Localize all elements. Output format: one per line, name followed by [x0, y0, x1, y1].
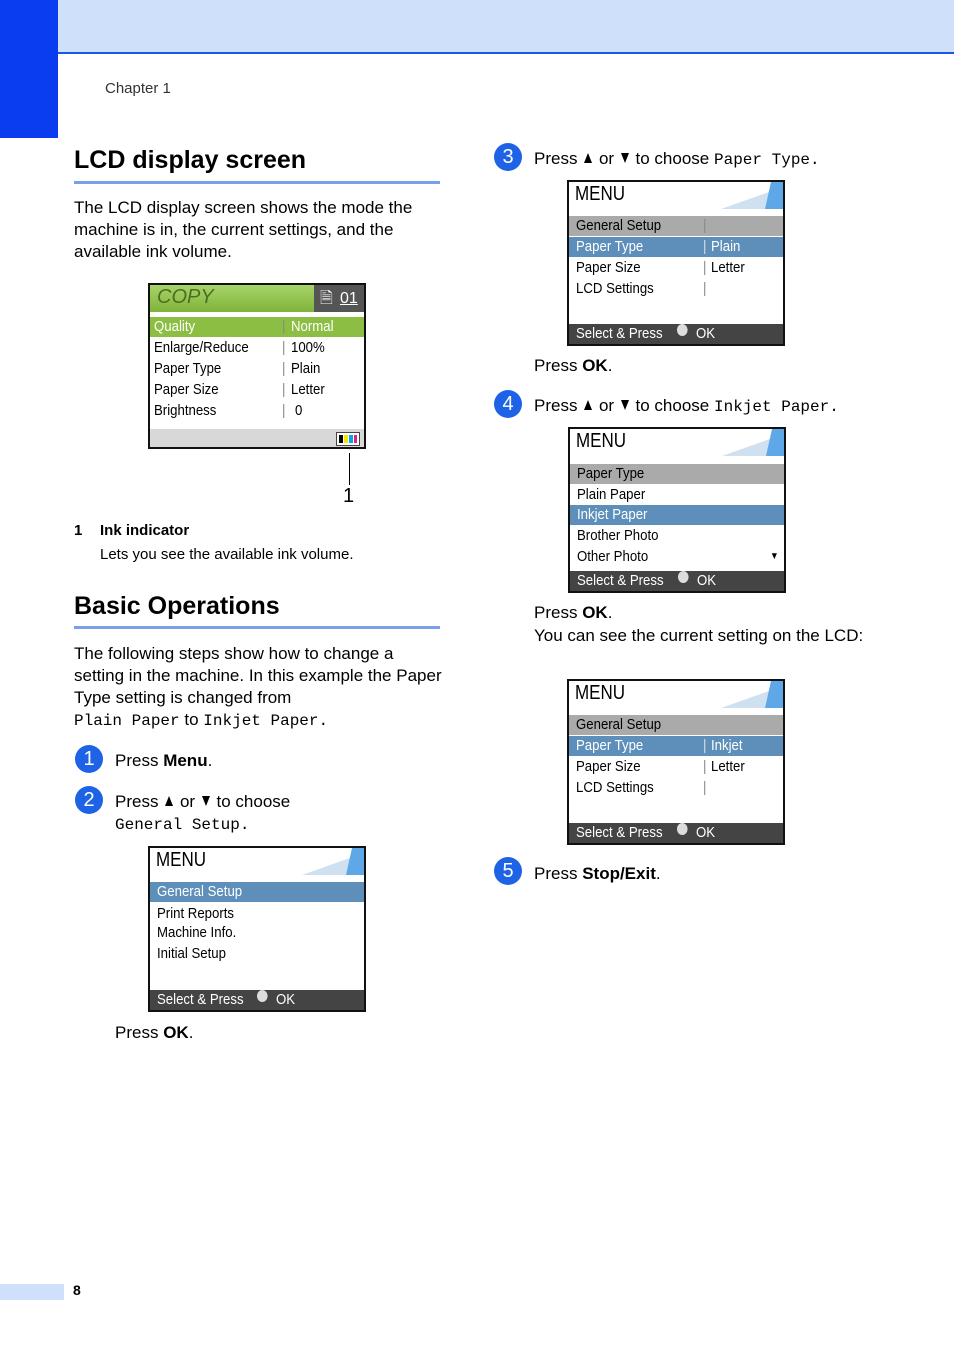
lcd-row: [150, 923, 364, 943]
step-text: .: [188, 1023, 194, 1042]
footer-label: Select & Press: [576, 325, 663, 342]
callout-number: 1: [343, 485, 355, 507]
lcd-menu-title: MENU: [156, 849, 207, 871]
row-separator: |: [703, 259, 707, 276]
row-separator: |: [282, 381, 286, 398]
row-label: Paper Size: [576, 259, 641, 276]
step-key: OK: [163, 1023, 189, 1042]
row-value: Inkjet: [711, 737, 743, 754]
swoosh-icon: [294, 848, 364, 875]
step-text: Press: [115, 751, 164, 770]
down-arrow-icon: [202, 796, 210, 806]
copy-mode-label: COPY: [157, 286, 214, 308]
step-text: Press: [534, 603, 583, 622]
step-text: Press: [534, 356, 583, 375]
lcd-row: [150, 944, 364, 964]
lcd-menu-options: [568, 427, 786, 593]
lcd-row-selected: [569, 736, 783, 756]
lcd-menu-title: MENU: [575, 682, 626, 704]
row-label: Brightness: [154, 402, 217, 419]
row-separator: |: [703, 238, 707, 255]
lcd-row-selected: [569, 237, 783, 257]
step-text: or: [179, 792, 196, 811]
menu-item: Other Photo: [577, 548, 649, 565]
row-separator: |: [282, 360, 286, 377]
step-2-text: [115, 791, 290, 813]
footer-label: Select & Press: [577, 572, 664, 589]
copy-row-quality: [150, 317, 364, 337]
legend-title: Ink indicator: [100, 522, 190, 539]
ok-dot-icon: [677, 324, 688, 336]
legend-desc: Lets you see the available ink volume.: [100, 546, 354, 563]
up-arrow-icon: [165, 796, 173, 806]
scroll-down-icon: ▼: [770, 551, 779, 562]
lcd-menu-general: [148, 846, 366, 1012]
step-text: .: [655, 864, 661, 883]
row-value: Plain: [711, 238, 741, 255]
row-value: Letter: [291, 381, 325, 398]
menu-group: General Setup: [576, 716, 662, 733]
lcd-row: [569, 258, 783, 278]
copy-row-papersize: [150, 380, 364, 400]
section-heading-lcd: LCD display screen: [74, 146, 307, 174]
ink-indicator-icon: [336, 432, 360, 446]
lcd-group-row: [569, 715, 783, 735]
row-value: Letter: [711, 758, 745, 775]
row-label: Paper Size: [154, 381, 219, 398]
row-label: Quality: [154, 318, 196, 335]
footer-ok: OK: [696, 824, 716, 841]
lcd-row: [569, 757, 783, 777]
copy-header: [150, 285, 364, 312]
swoosh-icon: [713, 681, 783, 708]
step-text: to choose: [635, 396, 710, 415]
copy-status-bar: [150, 429, 364, 447]
row-separator: |: [703, 280, 707, 297]
step-text: or: [598, 149, 615, 168]
menu-item: Plain Paper: [577, 486, 646, 503]
lcd-group-row: [570, 464, 784, 484]
menu-item: Inkjet Paper: [577, 506, 648, 523]
lcd-menu-title: MENU: [576, 430, 627, 452]
menu-item: Print Reports: [157, 905, 235, 922]
lcd-row: [569, 778, 783, 798]
step-2-press-ok: [115, 1022, 193, 1044]
lcd-row: [570, 526, 784, 546]
menu-item: Machine Info.: [157, 924, 237, 941]
swoosh-icon: [713, 182, 783, 209]
row-label: LCD Settings: [576, 779, 654, 796]
up-arrow-icon: [584, 400, 592, 410]
lcd-menu-result: [567, 679, 785, 845]
heading-rule: [74, 626, 440, 629]
copy-count-box: [314, 285, 364, 312]
page-footer-bar: [0, 1284, 64, 1300]
chapter-label: Chapter 1: [105, 80, 171, 97]
step-badge-5: 5: [494, 857, 522, 885]
lcd-footer: [570, 571, 784, 591]
row-value: 0: [295, 402, 303, 419]
down-arrow-icon: [621, 153, 629, 163]
row-label: Paper Type: [576, 737, 644, 754]
step-text: .: [607, 356, 613, 375]
row-separator: |: [703, 779, 707, 796]
legend-number: 1: [74, 522, 83, 539]
lcd-row: [569, 279, 783, 299]
to-word: to: [184, 710, 199, 729]
ok-dot-icon: [678, 571, 689, 583]
step-code: Inkjet Paper.: [714, 398, 839, 416]
chapter-tab: [0, 0, 58, 138]
step-4-text: [534, 395, 839, 418]
step-key: OK: [582, 603, 608, 622]
footer-label: Select & Press: [157, 991, 244, 1008]
copy-row-papertype: [150, 359, 364, 379]
lcd-header: [150, 848, 364, 875]
step-1-text: [115, 750, 212, 772]
step-text: Press: [115, 792, 159, 811]
top-banner: [0, 0, 954, 54]
lcd-row: [570, 485, 784, 505]
basic-intro: The following steps show how to change a setting in the machine. In this example the Paper Type setting is changed from: [74, 644, 442, 707]
row-separator: |: [703, 737, 707, 754]
step-3-press-ok: [534, 355, 612, 377]
step-badge-1: 1: [75, 745, 103, 773]
step-badge-4: 4: [494, 390, 522, 418]
footer-ok: OK: [697, 572, 717, 589]
step-4-note: You can see the current setting on the LCD:: [534, 626, 864, 645]
step-text: or: [598, 396, 615, 415]
basic-intro-values: [74, 709, 328, 732]
step-key: OK: [582, 356, 608, 375]
heading-rule: [74, 181, 440, 184]
row-value: 100%: [291, 339, 325, 356]
swoosh-icon: [714, 429, 784, 456]
lcd-row-selected: [570, 505, 784, 525]
step-text: Press: [115, 1023, 164, 1042]
lcd-footer: [569, 324, 783, 344]
menu-group: General Setup: [576, 217, 662, 234]
row-separator: |: [703, 758, 707, 775]
lcd-header: [569, 182, 783, 209]
step-badge-3: 3: [494, 143, 522, 171]
step-3-text: [534, 148, 820, 171]
step-2-code: General Setup.: [115, 816, 250, 834]
lcd-menu-title: MENU: [575, 183, 626, 205]
callout-line: [349, 453, 350, 485]
to-value: Inkjet Paper.: [203, 712, 329, 730]
lcd-header: [570, 429, 784, 456]
footer-label: Select & Press: [576, 824, 663, 841]
lcd-row: [570, 547, 784, 567]
down-arrow-icon: [621, 400, 629, 410]
step-text: .: [207, 751, 213, 770]
lcd-header: [569, 681, 783, 708]
menu-item: Brother Photo: [577, 527, 659, 544]
step-key: Stop/Exit: [582, 864, 656, 883]
step-text: Press: [534, 149, 578, 168]
step-4-press-ok: [534, 602, 612, 624]
copy-lcd-screen: [148, 283, 366, 449]
row-label: Paper Type: [576, 238, 644, 255]
row-label: Enlarge/Reduce: [154, 339, 249, 356]
copy-row-enlarge: [150, 338, 364, 358]
lcd-menu-papertype: [567, 180, 785, 346]
row-value: Normal: [291, 318, 334, 335]
row-label: Paper Type: [154, 360, 222, 377]
ok-dot-icon: [257, 990, 268, 1002]
step-text: .: [607, 603, 613, 622]
row-separator: |: [282, 402, 286, 419]
footer-ok: OK: [696, 325, 716, 342]
menu-group: Paper Type: [577, 465, 645, 482]
lcd-intro: The LCD display screen shows the mode the machine is in, the current settings, and the available ink volume.: [74, 198, 413, 261]
lcd-footer: [150, 990, 364, 1010]
lcd-group-row: [569, 216, 783, 236]
row-value: Letter: [711, 259, 745, 276]
row-value: Plain: [291, 360, 321, 377]
page-number: 8: [73, 1282, 81, 1298]
row-label: Paper Size: [576, 758, 641, 775]
step-text: Press: [534, 864, 583, 883]
menu-item: Initial Setup: [157, 945, 226, 962]
row-separator: |: [282, 339, 286, 356]
step-text: Press: [534, 396, 578, 415]
up-arrow-icon: [584, 153, 592, 163]
step-5-text: [534, 863, 661, 885]
lcd-row: [150, 904, 364, 924]
step-badge-2: 2: [75, 786, 103, 814]
lcd-footer: [569, 823, 783, 843]
step-key: Menu: [163, 751, 208, 770]
copy-row-brightness: [150, 401, 364, 421]
step-text: to choose: [216, 792, 291, 811]
from-value: Plain Paper: [74, 712, 180, 730]
row-separator: |: [703, 217, 707, 234]
copy-count: 01: [340, 290, 358, 307]
row-label: LCD Settings: [576, 280, 654, 297]
step-code: Paper Type.: [714, 151, 820, 169]
document-icon: 🗎: [320, 290, 333, 307]
menu-item: General Setup: [157, 883, 243, 900]
section-heading-basic: Basic Operations: [74, 592, 280, 620]
lcd-row-selected: [150, 882, 364, 902]
step-text: to choose: [635, 149, 710, 168]
ok-dot-icon: [677, 823, 688, 835]
footer-ok: OK: [276, 991, 296, 1008]
row-separator: |: [282, 318, 286, 335]
